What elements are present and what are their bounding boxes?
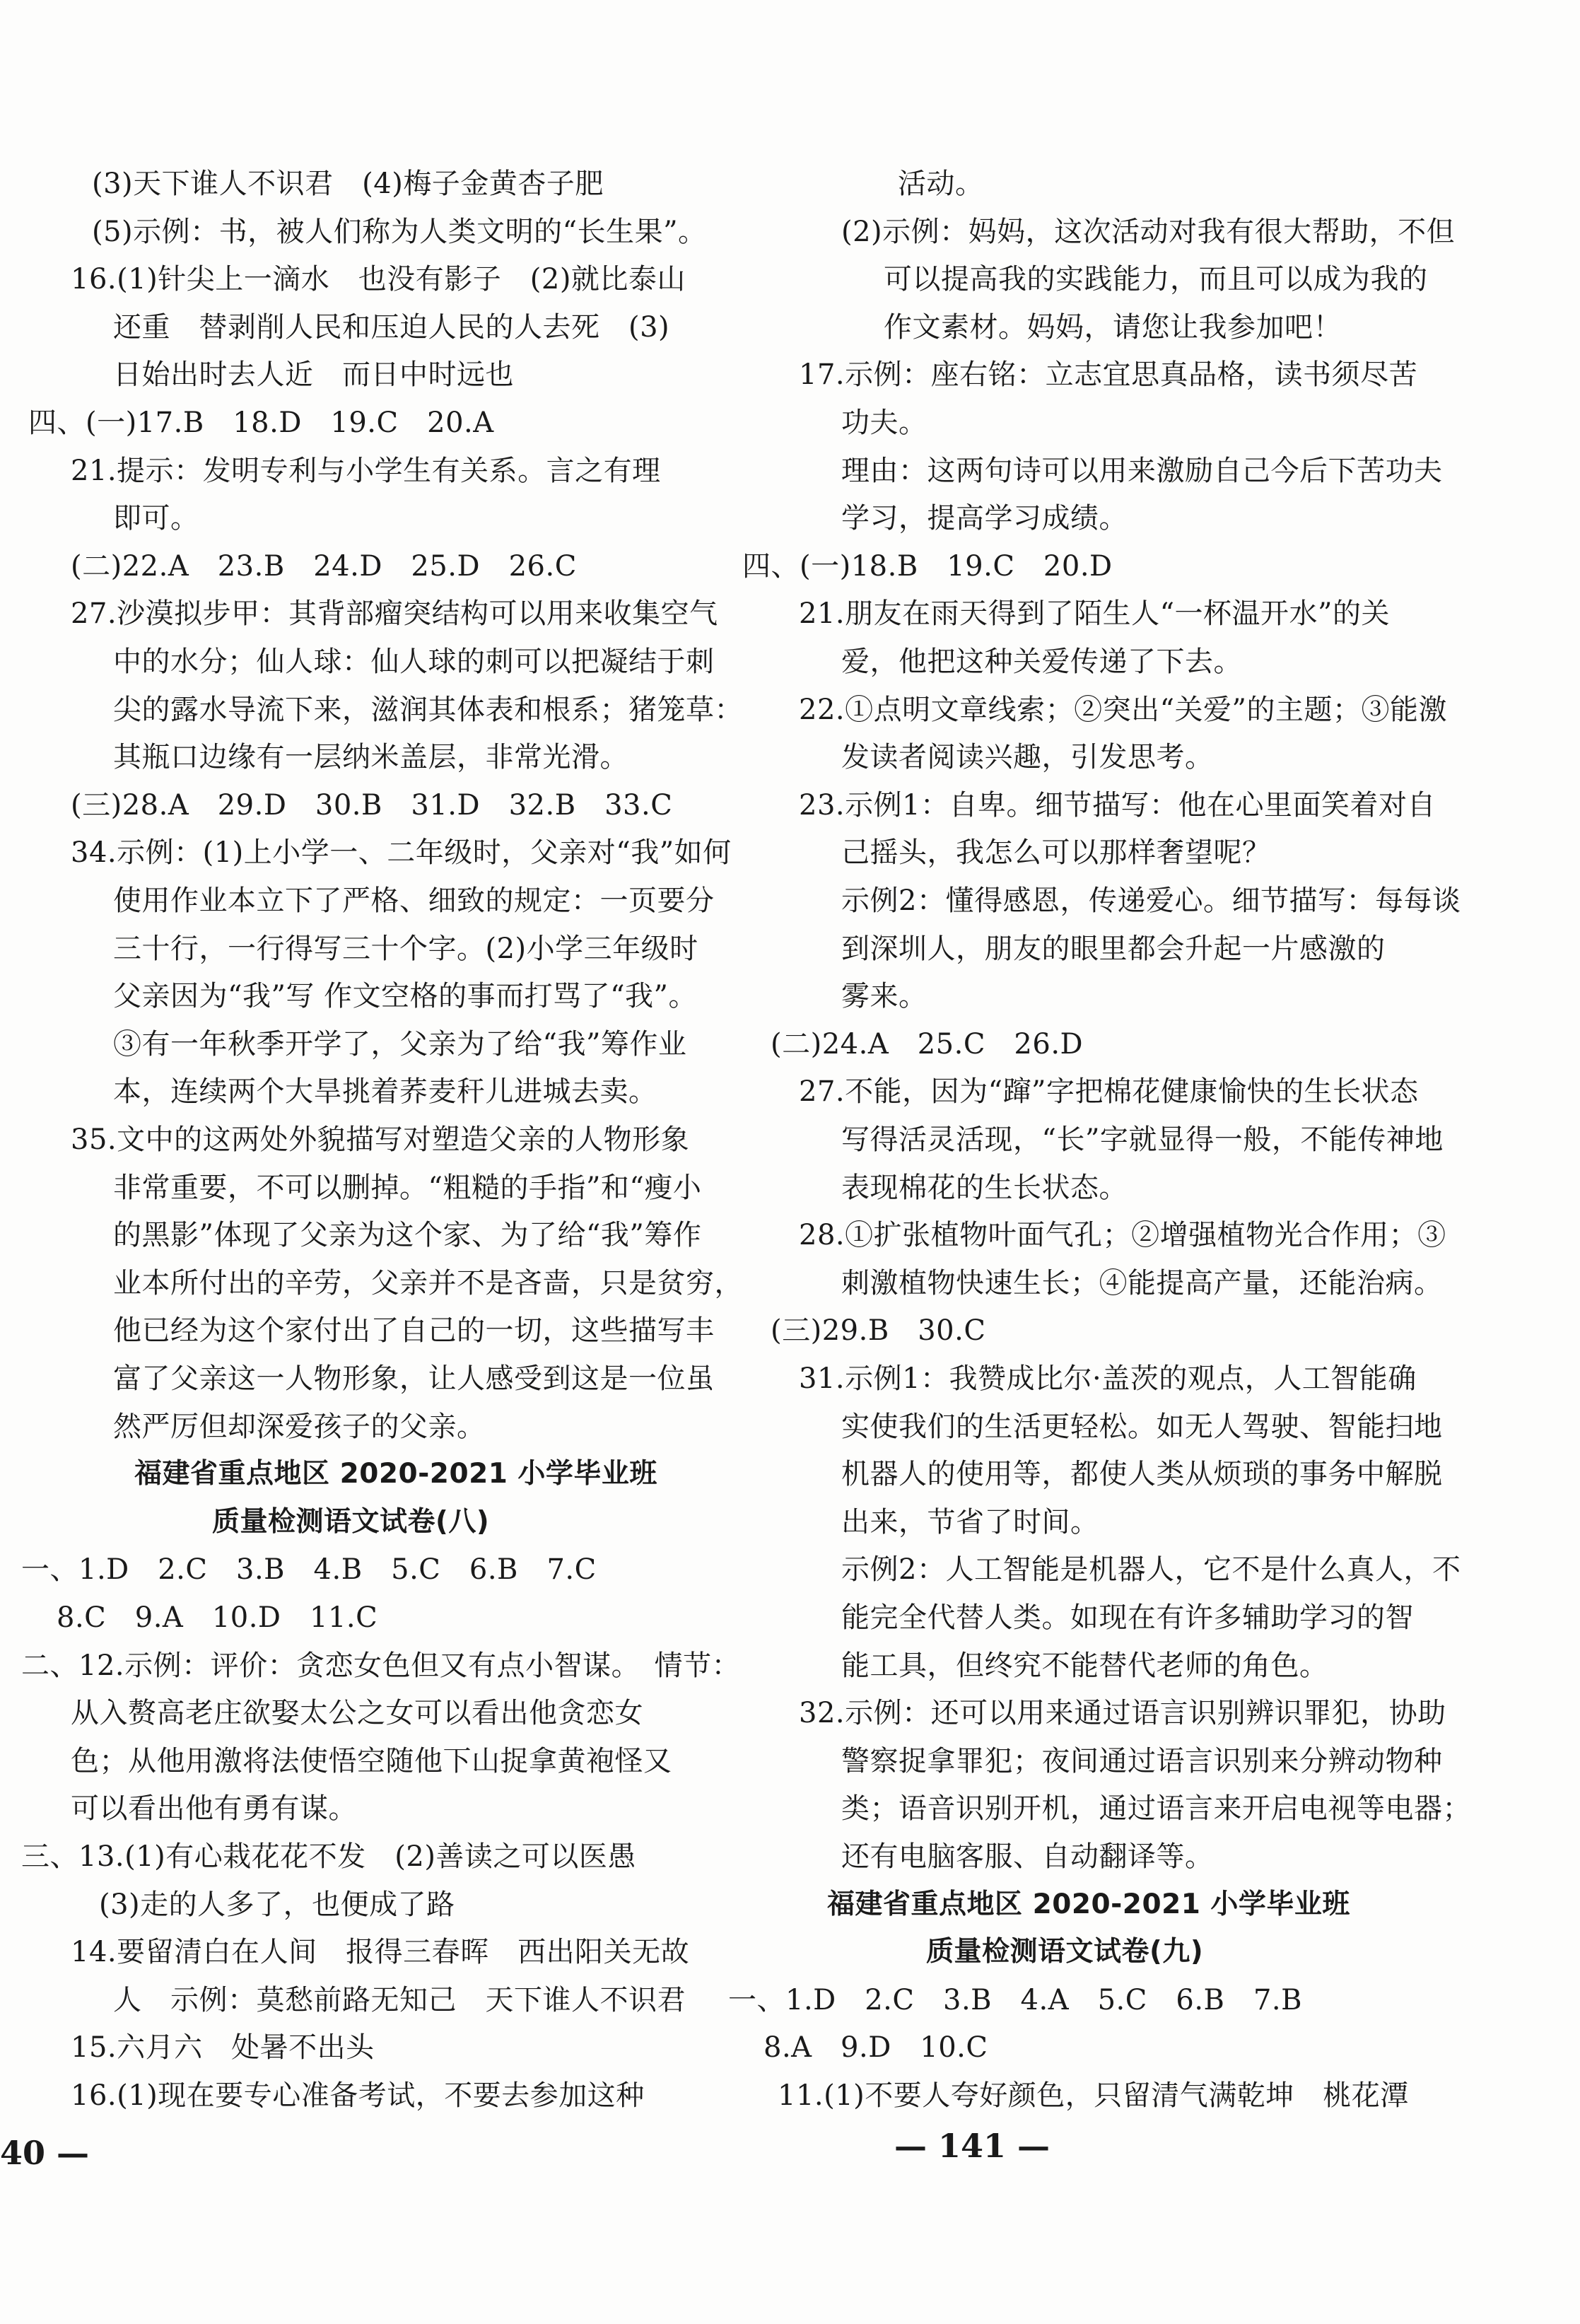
left-text-line: 二、12.示例：评价：贪恋女色但又有点小智谋。 情节： bbox=[21, 1649, 741, 1682]
right-text-line: 理由：这两句诗可以用来激励自己今后下苦功夫 bbox=[841, 455, 1443, 487]
right-text-line: 32.示例：还可以用来通过语言识别辨识罪犯，协助 bbox=[799, 1697, 1446, 1729]
right-text-line: 类；语音识别开机，通过语言来开启电视等电器； bbox=[841, 1792, 1471, 1825]
right-text-line: 27.不能，因为“蹿”字把棉花健康愉快的生长状态 bbox=[799, 1075, 1419, 1108]
left-text-line: 使用作业本立下了严格、细致的规定：一页要分 bbox=[113, 884, 715, 917]
right-text-line: 示例2：人工智能是机器人，它不是什么真人，不 bbox=[841, 1553, 1461, 1586]
left-text-line: 15.六月六 处暑不出头 bbox=[71, 2031, 375, 2064]
right-text-line: 一、1.D 2.C 3.B 4.A 5.C 6.B 7.B bbox=[728, 1984, 1302, 2016]
right-text-line: 雾来。 bbox=[841, 980, 927, 1012]
page-number-right: — 141 — bbox=[894, 2127, 1051, 2165]
right-text-line: 发读者阅读兴趣，引发思考。 bbox=[841, 741, 1214, 773]
right-text-line: 11.(1)不要人夸好颜色，只留清气满乾坤 桃花潭 bbox=[778, 2079, 1409, 2112]
left-section-heading: 质量检测语文试卷(八) bbox=[212, 1506, 490, 1538]
left-text-line: 三十行，一行得写三十个字。(2)小学三年级时 bbox=[113, 933, 698, 965]
right-text-line: 机器人的使用等，都使人类从烦琐的事务中解脱 bbox=[841, 1458, 1443, 1490]
left-text-line: 尖的露水导流下来，滋润其体表和根系；猪笼草： bbox=[113, 694, 743, 726]
right-section-heading: 福建省重点地区 2020-2021 小学毕业班 bbox=[827, 1888, 1350, 1920]
right-text-line: 实使我们的生活更轻松。如无人驾驶、智能扫地 bbox=[841, 1411, 1443, 1443]
right-text-line: 22.①点明文章线索；②突出“关爱”的主题；③能激 bbox=[799, 694, 1448, 726]
right-text-line: 爱，他把这种关爱传递了下去。 bbox=[841, 646, 1242, 678]
left-text-line: 还重 替剥削人民和压迫人民的人去死 (3) bbox=[113, 311, 670, 344]
left-section-heading: 福建省重点地区 2020-2021 小学毕业班 bbox=[134, 1458, 657, 1490]
page-number-left: 40 — bbox=[0, 2134, 90, 2172]
right-text-line: 功夫。 bbox=[841, 407, 927, 439]
left-text-line: 35.文中的这两处外貌描写对塑造父亲的人物形象 bbox=[71, 1123, 690, 1156]
right-text-line: 28.①扩张植物叶面气孔；②增强植物光合作用；③ bbox=[799, 1219, 1446, 1251]
left-text-line: 从入赘高老庄欲娶太公之女可以看出他贪恋女 bbox=[71, 1697, 643, 1729]
right-text-line: 学习，提高学习成绩。 bbox=[841, 502, 1128, 535]
left-text-line: 色；从他用激将法使悟空随他下山捉拿黄袍怪又 bbox=[71, 1745, 672, 1777]
left-text-line: 其瓶口边缘有一层纳米盖层，非常光滑。 bbox=[113, 741, 628, 773]
left-text-line: 三、13.(1)有心栽花花不发 (2)善读之可以医愚 bbox=[21, 1840, 636, 1873]
right-text-line: 表现棉花的生长状态。 bbox=[841, 1172, 1128, 1204]
left-text-line: 日始出时去人近 而日中时远也 bbox=[113, 358, 514, 391]
left-text-line: 一、1.D 2.C 3.B 4.B 5.C 6.B 7.C bbox=[21, 1553, 597, 1586]
left-text-line: 本，连续两个大旱挑着荞麦秆儿进城去卖。 bbox=[113, 1075, 657, 1108]
left-text-line: (三)28.A 29.D 30.B 31.D 32.B 33.C bbox=[71, 789, 673, 822]
left-text-line: 然严厉但却深爱孩子的父亲。 bbox=[113, 1411, 486, 1443]
right-text-line: 还有电脑客服、自动翻译等。 bbox=[841, 1840, 1214, 1873]
left-text-line: 父亲因为“我”写 作文空格的事而打骂了“我”。 bbox=[113, 980, 698, 1012]
left-text-line: 的黑影”体现了父亲为这个家、为了给“我”筹作 bbox=[113, 1219, 702, 1251]
right-text-line: 写得活灵活现，“长”字就显得一般，不能传神地 bbox=[841, 1123, 1444, 1156]
left-text-line: (3)天下谁人不识君 (4)梅子金黄杏子肥 bbox=[92, 168, 604, 200]
right-text-line: 己摇头，我怎么可以那样奢望呢？ bbox=[841, 836, 1271, 869]
right-text-line: 四、(一)18.B 19.C 20.D bbox=[742, 550, 1113, 583]
right-text-line: (2)示例：妈妈，这次活动对我有很大帮助，不但 bbox=[841, 216, 1456, 248]
left-text-line: 非常重要，不可以删掉。“粗糙的手指”和“瘦小 bbox=[113, 1172, 702, 1204]
left-text-line: 27.沙漠拟步甲：其背部瘤突结构可以用来收集空气 bbox=[71, 597, 718, 630]
left-text-line: (5)示例：书，被人们称为人类文明的“长生果”。 bbox=[92, 216, 707, 248]
right-text-line: 能工具，但终究不能替代老师的角色。 bbox=[841, 1649, 1328, 1682]
left-text-line: 四、(一)17.B 18.D 19.C 20.A bbox=[28, 407, 494, 439]
left-text-line: ③有一年秋季开学了，父亲为了给“我”筹作业 bbox=[113, 1028, 687, 1061]
right-text-line: 21.朋友在雨天得到了陌生人“一杯温开水”的关 bbox=[799, 597, 1391, 630]
right-text-line: (二)24.A 25.C 26.D bbox=[771, 1028, 1084, 1061]
right-section-heading: 质量检测语文试卷(九) bbox=[926, 1936, 1204, 1968]
left-text-line: 中的水分；仙人球：仙人球的刺可以把凝结于刺 bbox=[113, 646, 715, 678]
right-text-line: 警察捉拿罪犯；夜间通过语言识别来分辨动物种 bbox=[841, 1745, 1443, 1777]
right-text-line: 刺激植物快速生长；④能提高产量，还能治病。 bbox=[841, 1267, 1443, 1300]
left-text-line: 即可。 bbox=[113, 502, 199, 535]
left-text-line: 8.C 9.A 10.D 11.C bbox=[57, 1601, 378, 1634]
right-text-line: 能完全代替人类。如现在有许多辅助学习的智 bbox=[841, 1601, 1414, 1634]
right-text-line: 活动。 bbox=[898, 168, 984, 200]
right-text-line: 8.A 9.D 10.C bbox=[763, 2031, 988, 2064]
left-text-line: 34.示例：(1)上小学一、二年级时，父亲对“我”如何 bbox=[71, 836, 732, 869]
left-text-line: 16.(1)针尖上一滴水 也没有影子 (2)就比泰山 bbox=[71, 263, 686, 296]
left-text-line: 业本所付出的辛劳，父亲并不是吝啬，只是贫穷， bbox=[113, 1267, 743, 1300]
left-text-line: 21.提示：发明专利与小学生有关系。言之有理 bbox=[71, 455, 661, 487]
left-text-line: 富了父亲这一人物形象，让人感受到这是一位虽 bbox=[113, 1362, 715, 1395]
left-text-line: 他已经为这个家付出了自己的一切，这些描写丰 bbox=[113, 1314, 715, 1347]
left-text-line: (二)22.A 23.B 24.D 25.D 26.C bbox=[71, 550, 577, 583]
right-text-line: 示例2：懂得感恩，传递爱心。细节描写：每每谈 bbox=[841, 884, 1461, 917]
right-text-line: 17.示例：座右铭：立志宜思真品格，读书须尽苦 bbox=[799, 358, 1418, 391]
right-text-line: 作文素材。妈妈，请您让我参加吧！ bbox=[884, 311, 1342, 344]
left-text-line: 可以看出他有勇有谋。 bbox=[71, 1792, 357, 1825]
left-text-line: 16.(1)现在要专心准备考试，不要去参加这种 bbox=[71, 2079, 645, 2112]
right-text-line: 出来，节省了时间。 bbox=[841, 1506, 1099, 1538]
left-text-line: 人 示例：莫愁前路无知己 天下谁人不识君 bbox=[113, 1984, 686, 2016]
left-text-line: 14.要留清白在人间 报得三春晖 西出阳关无故 bbox=[71, 1936, 690, 1968]
right-text-line: 可以提高我的实践能力，而且可以成为我的 bbox=[884, 263, 1428, 296]
right-text-line: 23.示例1：自卑。细节描写：他在心里面笑着对自 bbox=[799, 789, 1436, 822]
right-text-line: 31.示例1：我赞成比尔·盖茨的观点，人工智能确 bbox=[799, 1362, 1417, 1395]
left-text-line: (3)走的人多了，也便成了路 bbox=[99, 1888, 455, 1921]
right-text-line: 到深圳人，朋友的眼里都会升起一片感激的 bbox=[841, 933, 1386, 965]
right-text-line: (三)29.B 30.C bbox=[771, 1314, 986, 1347]
